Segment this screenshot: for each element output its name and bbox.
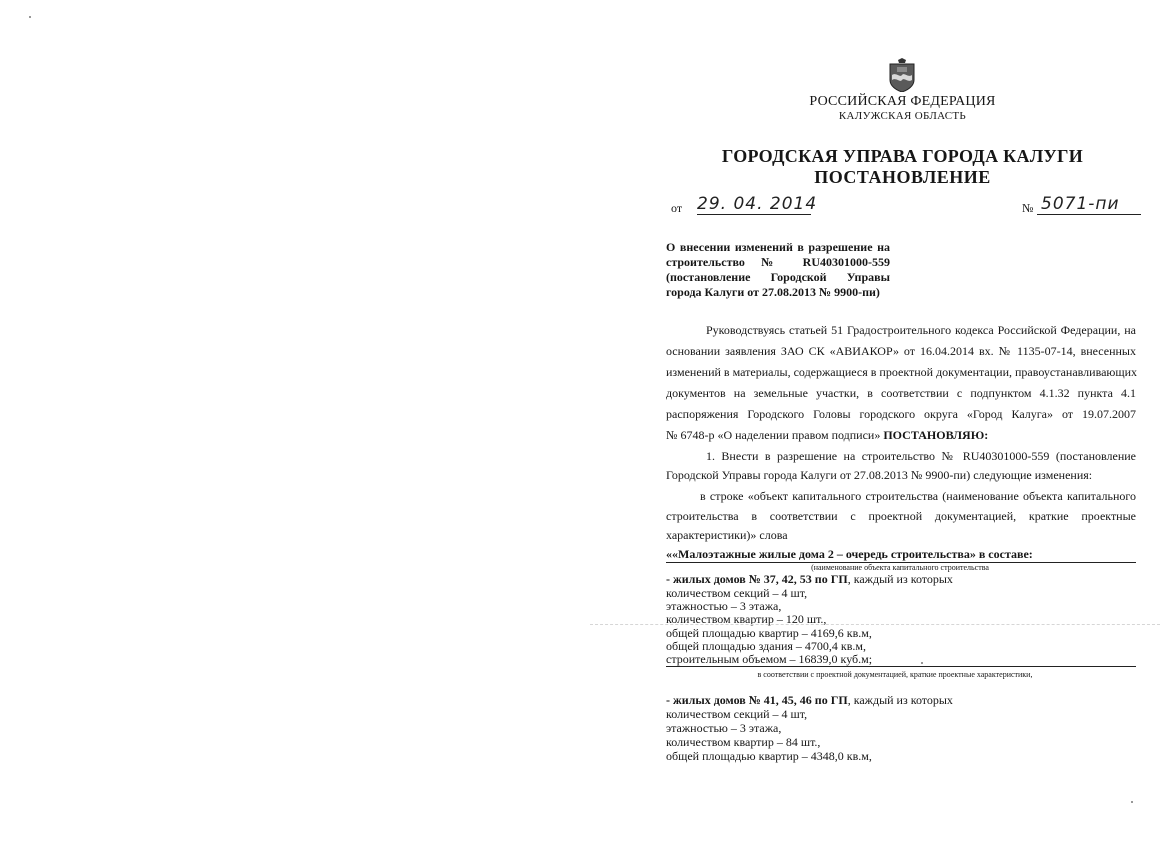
list-item: количеством квартир – 84 шт., — [666, 735, 821, 749]
resolve-word: ПОСТАНОВЛЯЮ: — [883, 428, 989, 442]
list-item: количеством секций – 4 шт, — [666, 586, 808, 600]
group1-heading-tail: , каждый из которых — [847, 572, 953, 586]
list-item: этажностью – 3 этажа, — [666, 721, 782, 735]
country-name: РОССИЙСКАЯ ФЕДЕРАЦИЯ — [809, 94, 996, 109]
list-item: общей площадью здания – 4700,4 кв.м, — [666, 639, 867, 653]
region-name: КАЛУЖСКАЯ ОБЛАСТЬ — [838, 110, 967, 122]
object-title: ««Малоэтажные жилые дома 2 – очередь строительства» в составе: — [666, 547, 1136, 563]
list-item: количеством квартир – 120 шт., — [666, 612, 827, 626]
caption-characteristics: в соответствии с проектной документацией, краткие проектные характеристики, — [757, 670, 1033, 679]
number-prefix: № — [1022, 201, 1034, 215]
preamble-line: изменений в материалы, содержащиеся в проектной документации, правоустанавливающих — [666, 365, 1138, 379]
list-item: общей площадью квартир – 4169,6 кв.м, — [666, 626, 872, 640]
coat-of-arms-icon — [887, 58, 917, 92]
row-text-line: характеристики)» слова — [666, 528, 788, 542]
organization-name: ГОРОДСКАЯ УПРАВА ГОРОДА КАЛУГИ — [721, 146, 1084, 166]
preamble-last-line — [666, 427, 988, 443]
subject-line: О внесении изменений в разрешение на — [666, 240, 890, 254]
document-subject — [666, 240, 890, 300]
subject-line: строительство № RU40301000-559 — [666, 255, 890, 269]
underline-rule — [666, 666, 1136, 667]
group1-heading-bold: - жилых домов № 37, 42, 53 по ГП — [666, 572, 848, 586]
scan-speck — [29, 16, 31, 18]
date-prefix: от — [671, 201, 683, 215]
item1-line: 1. Внести в разрешение на строительство № RU40301000-559 (постановление — [706, 449, 1136, 463]
document-date: 29. 04. 2014 — [697, 194, 818, 214]
document-type: ПОСТАНОВЛЕНИЕ — [814, 167, 991, 187]
subject-line: города Калуги от 27.08.2013 № 9900-пи) — [666, 285, 880, 299]
scan-artifact-line — [590, 624, 1160, 625]
list-item: количеством секций – 4 шт, — [666, 707, 808, 721]
document-number: 5071-пи — [1037, 194, 1141, 215]
subject-line: (постановление Городской Управы — [666, 270, 890, 284]
preamble-line: документов на земельные участки, в соответствии с подпунктом 4.1.32 пункта 4.1 — [666, 386, 1136, 400]
row-text-line: строительства в соответствии с проектной документацией, краткие проектные — [666, 509, 1136, 523]
preamble-last-text: № 6748-р «О наделении правом подписи» — [666, 428, 881, 442]
group2-heading — [666, 694, 953, 707]
preamble-line: распоряжения Городского Головы городского округа «Город Калуга» от 19.07.2007 — [666, 407, 1136, 421]
group2-heading-tail: , каждый из которых — [847, 693, 953, 707]
preamble-line: Руководствуясь статьей 51 Градостроительного кодекса Российской Федерации, на — [706, 323, 1136, 337]
preamble-line: основании заявления ЗАО СК «АВИАКОР» от 16.04.2014 вх. № 1135-07-14, внесенных — [666, 344, 1136, 358]
group1-heading — [666, 573, 953, 586]
caption-object-name: (наименование объекта капитального строительства — [811, 563, 989, 572]
list-item: общей площадью квартир – 4348,0 кв.м, — [666, 749, 872, 763]
group2-heading-bold: - жилых домов № 41, 45, 46 по ГП — [666, 693, 848, 707]
list-item: строительным объемом – 16839,0 куб.м; — [666, 652, 873, 666]
list-item: этажностью – 3 этажа, — [666, 599, 782, 613]
scan-speck — [921, 662, 923, 664]
scan-speck — [1131, 801, 1133, 803]
item1-line: Городской Управы города Калуги от 27.08.2013 № 9900-пи) следующие изменения: — [666, 468, 1093, 482]
row-text-line: в строке «объект капитального строительства (наименование объекта капитального — [700, 489, 1136, 503]
